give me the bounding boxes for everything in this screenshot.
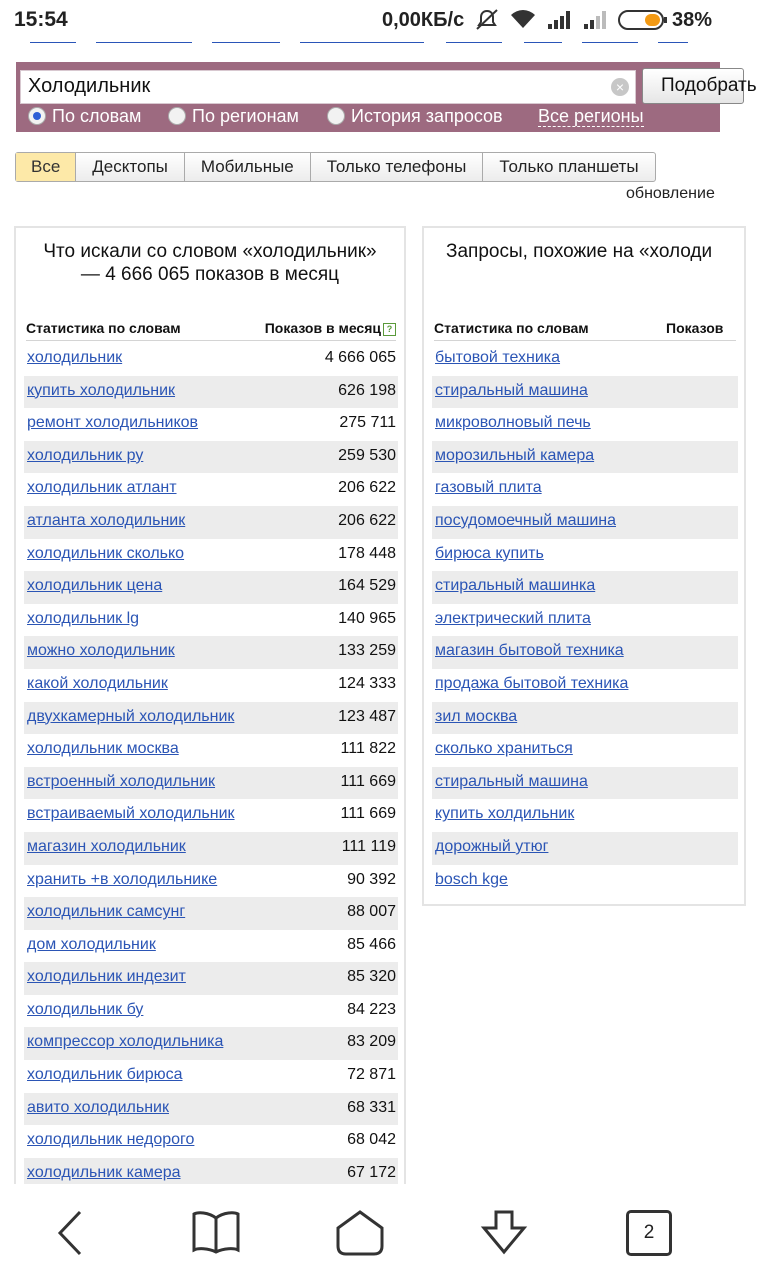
radio-label: По словам — [52, 106, 142, 126]
table-row — [432, 506, 738, 539]
battery-icon — [618, 10, 668, 30]
bottom-nav — [0, 1184, 720, 1280]
impressions-count: 83 209 — [347, 1033, 396, 1051]
col-count-wrap — [265, 320, 396, 336]
keyword-link[interactable]: дом холодильник — [27, 935, 156, 953]
table-row — [432, 473, 738, 506]
clear-icon[interactable]: × — [611, 78, 629, 96]
table-row — [24, 539, 398, 572]
similar-queries-panel — [422, 226, 746, 906]
impressions-count: 111 119 — [341, 837, 396, 855]
similar-query-link[interactable]: бирюса купить — [435, 544, 544, 562]
keyword-link[interactable]: атланта холодильник — [27, 511, 186, 529]
impressions-count: 68 331 — [347, 1098, 396, 1116]
tab-desktops[interactable]: Десктопы — [75, 153, 184, 181]
keyword-link[interactable]: ремонт холодильников — [27, 414, 199, 432]
table-row — [432, 702, 738, 735]
impressions-count: 72 871 — [347, 1066, 396, 1084]
keyword-link[interactable]: можно холодильник — [27, 642, 175, 660]
help-icon[interactable]: ? — [383, 323, 396, 336]
table-row — [24, 376, 398, 409]
table-header — [434, 320, 736, 341]
table-row — [432, 571, 738, 604]
table-row — [24, 571, 398, 604]
similar-query-link[interactable]: купить холдильник — [435, 805, 575, 823]
wifi-icon — [510, 8, 536, 30]
impressions-count: 68 042 — [347, 1131, 396, 1149]
keyword-link[interactable]: холодильник самсунг — [27, 903, 186, 921]
similar-query-link[interactable]: морозильный камера — [435, 446, 595, 464]
similar-query-link[interactable]: зил москва — [435, 707, 518, 725]
table-row — [432, 441, 738, 474]
impressions-count: 84 223 — [347, 1000, 396, 1018]
impressions-count: 4 666 065 — [324, 349, 396, 366]
table-row — [432, 865, 738, 898]
similar-query-link[interactable]: стиральный машина — [435, 772, 588, 790]
tabs-count: 2 — [643, 1222, 655, 1243]
table-row — [24, 865, 398, 898]
keyword-link[interactable]: встраиваемый холодильник — [27, 805, 235, 823]
impressions-count: 88 007 — [347, 903, 396, 921]
similar-query-link[interactable]: микроволновый печь — [435, 414, 591, 432]
similar-table — [432, 343, 738, 897]
similar-query-link[interactable]: стиральный машинка — [435, 577, 596, 595]
device-filter-tabs — [15, 152, 656, 182]
table-row — [24, 897, 398, 930]
impressions-count: 90 392 — [347, 870, 396, 888]
impressions-count: 164 529 — [338, 577, 396, 595]
all-regions-link[interactable]: Все регионы — [538, 106, 644, 126]
keyword-link[interactable]: холодильник недорого — [27, 1131, 195, 1149]
keyword-link[interactable]: холодильник атлант — [27, 479, 177, 497]
keyword-link[interactable]: холодильник — [27, 349, 123, 366]
table-row — [24, 734, 398, 767]
keyword-link[interactable]: холодильник цена — [27, 577, 163, 595]
radio-unchecked-icon — [168, 107, 186, 125]
tab-mobile[interactable]: Мобильные — [184, 153, 310, 181]
radio-unchecked-icon — [327, 107, 345, 125]
keyword-link[interactable]: холодильник бирюса — [27, 1066, 183, 1084]
table-row — [24, 832, 398, 865]
search-value: Холодильник — [28, 75, 151, 97]
keyword-link[interactable]: авито холодильник — [27, 1098, 169, 1116]
col-count: Показов — [666, 320, 724, 336]
table-row — [24, 1125, 398, 1158]
table-row — [24, 962, 398, 995]
table-row — [24, 408, 398, 441]
table-row — [24, 1093, 398, 1126]
similar-query-link[interactable]: магазин бытовой техника — [435, 642, 624, 660]
similar-query-link[interactable]: bosch kge — [435, 870, 508, 888]
table-row — [24, 799, 398, 832]
signal-weak-icon — [582, 8, 610, 30]
table-row — [432, 408, 738, 441]
table-row — [24, 1060, 398, 1093]
battery-level: 38% — [672, 9, 713, 31]
col-count: Показов в месяц — [264, 320, 381, 336]
radio-label: История запросов — [351, 106, 503, 126]
status-time: 15:54 — [14, 8, 68, 31]
impressions-count: 206 622 — [338, 511, 396, 529]
similar-query-link[interactable]: стиральный машина — [435, 381, 588, 399]
radio-label: По регионам — [192, 106, 299, 126]
impressions-count: 178 448 — [338, 544, 396, 562]
table-row — [432, 376, 738, 409]
impressions-count: 133 259 — [338, 642, 396, 660]
table-row — [24, 1027, 398, 1060]
impressions-count: 85 320 — [347, 968, 396, 986]
panel-title: Что искали со словом «холодильник» — 4 666 065 показов в месяц — [43, 241, 377, 285]
keyword-link[interactable]: компрессор холодильника — [27, 1033, 224, 1051]
radio-checked-icon — [28, 107, 46, 125]
table-row — [432, 669, 738, 702]
similar-query-link[interactable]: газовый плита — [435, 479, 542, 497]
network-speed: 0,00КБ/с — [382, 9, 465, 31]
search-input[interactable] — [20, 70, 636, 104]
table-row — [24, 767, 398, 800]
panel-title: Запросы, похожие на «холоди — [446, 241, 713, 262]
back-icon[interactable] — [54, 1210, 88, 1256]
keyword-link[interactable]: холодильник lg — [27, 609, 140, 627]
impressions-count: 124 333 — [338, 674, 396, 692]
tabs-icon[interactable] — [626, 1210, 672, 1256]
bookmarks-icon[interactable] — [192, 1210, 240, 1254]
keyword-link[interactable]: холодильник сколько — [27, 544, 185, 562]
impressions-count: 85 466 — [347, 935, 396, 953]
col-keyword: Статистика по словам — [434, 320, 589, 336]
home-icon[interactable] — [336, 1210, 384, 1256]
tab-tablets-only[interactable]: Только планшеты — [482, 153, 654, 181]
keyword-link[interactable]: холодильник индезит — [27, 968, 186, 986]
table-row — [432, 799, 738, 832]
table-row — [24, 702, 398, 735]
keyword-stats-panel — [14, 226, 406, 1230]
table-row — [24, 506, 398, 539]
impressions-count: 123 487 — [338, 707, 396, 725]
keyword-link[interactable]: холодильник москва — [27, 740, 179, 758]
table-row — [24, 930, 398, 963]
table-row — [432, 767, 738, 800]
keyword-link[interactable]: холодильник бу — [27, 1000, 144, 1018]
keyword-link[interactable]: купить холодильник — [27, 381, 176, 399]
keyword-link[interactable]: хранить +в холодильнике — [27, 870, 218, 888]
table-row — [432, 832, 738, 865]
table-row — [432, 734, 738, 767]
col-keyword: Статистика по словам — [26, 320, 181, 336]
pick-button-label: Подобрать — [661, 75, 757, 96]
similar-query-link[interactable]: сколько храниться — [435, 740, 573, 758]
similar-query-link[interactable]: посудомоечный машина — [435, 511, 616, 529]
table-row — [24, 343, 398, 376]
keyword-link[interactable]: встроенный холодильник — [27, 772, 216, 790]
download-icon[interactable] — [478, 1210, 530, 1256]
impressions-count: 206 622 — [338, 479, 396, 497]
impressions-count: 275 711 — [339, 414, 396, 432]
impressions-count: 111 669 — [340, 772, 396, 790]
impressions-count: 140 965 — [338, 609, 396, 627]
impressions-count: 259 530 — [338, 446, 396, 464]
pick-button[interactable] — [642, 68, 757, 104]
keyword-link[interactable]: холодильник камера — [27, 1163, 181, 1181]
similar-query-link[interactable]: электрический плита — [435, 609, 591, 627]
table-row — [432, 604, 738, 637]
table-row — [24, 995, 398, 1028]
similar-query-link[interactable]: бытовой техника — [435, 349, 561, 366]
keyword-link[interactable]: холодильник ру — [27, 446, 144, 464]
impressions-count: 67 172 — [347, 1163, 396, 1181]
table-row — [24, 604, 398, 637]
impressions-count: 626 198 — [338, 381, 396, 399]
table-row — [432, 539, 738, 572]
update-note: обновление — [626, 185, 715, 202]
table-row — [432, 343, 738, 376]
table-row — [24, 473, 398, 506]
signal-icon — [546, 8, 574, 30]
tab-phones-only[interactable]: Только телефоны — [310, 153, 483, 181]
tab-all[interactable]: Все — [16, 153, 75, 181]
similar-query-link[interactable]: дорожный утюг — [435, 837, 549, 855]
top-links-remnant — [0, 40, 720, 48]
keyword-link[interactable]: двухкамерный холодильник — [27, 707, 235, 725]
similar-query-link[interactable]: продажа бытовой техника — [435, 674, 629, 692]
table-header — [26, 320, 396, 341]
keyword-table — [24, 343, 398, 1190]
table-row — [24, 669, 398, 702]
table-row — [24, 636, 398, 669]
table-row — [432, 636, 738, 669]
impressions-count: 111 669 — [340, 805, 396, 823]
impressions-count: 111 822 — [340, 740, 396, 758]
keyword-link[interactable]: какой холодильник — [27, 674, 168, 692]
mute-icon — [474, 8, 500, 32]
table-row — [24, 441, 398, 474]
keyword-link[interactable]: магазин холодильник — [27, 837, 186, 855]
